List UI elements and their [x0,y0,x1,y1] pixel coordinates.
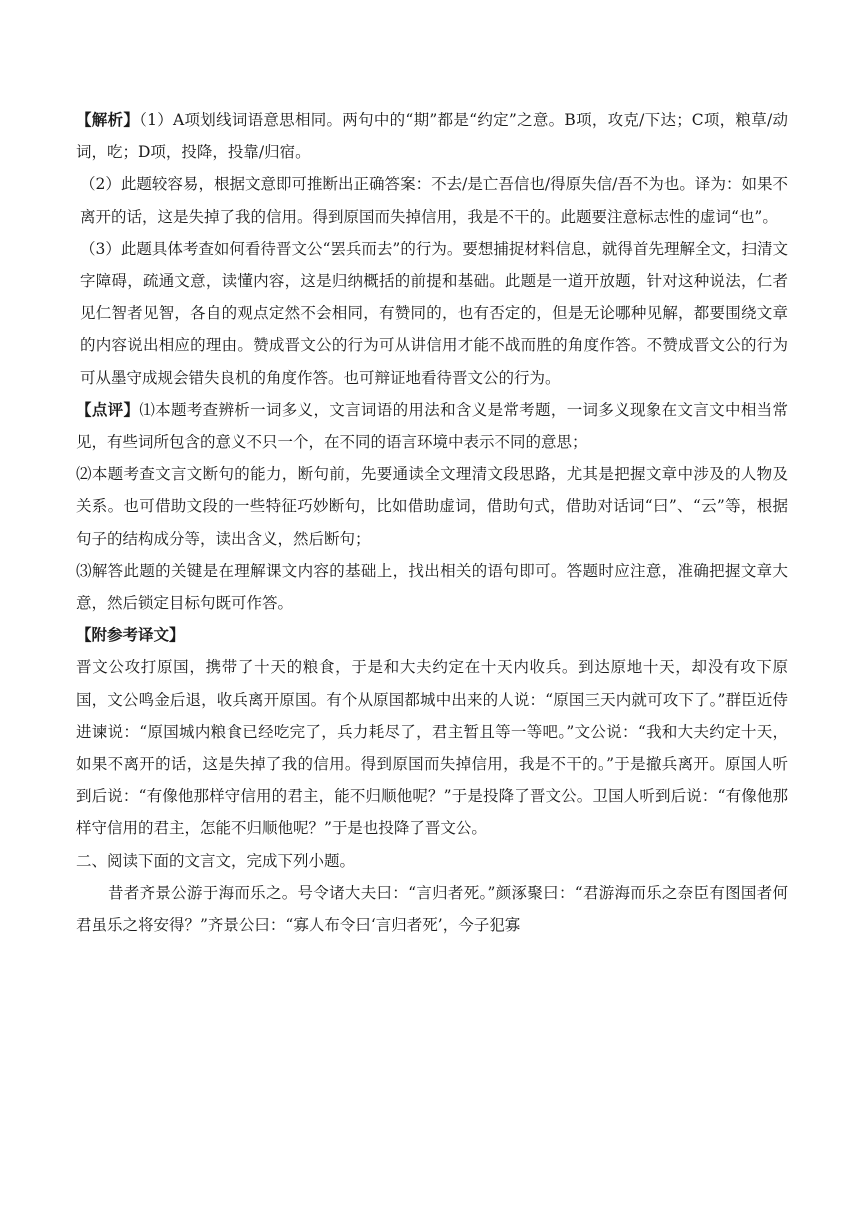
analysis-item-1: （1）A项划线词语意思相同。两句中的“期”都是“约定”之意。B项，攻克/下达；C项，粮草/动词，吃；D项，投降，投靠/归宿。 [76,111,788,162]
comment-item-3: ⑶解答此题的关键是在理解课文内容的基础上，找出相关的语句即可。答题时应注意，准确把握文章大意，然后锁定目标句既可作答。 [76,561,788,613]
comment-item-1: ⑴本题考查辨析一词多义，文言词语的用法和含义是常考题，一词多义现象在文言文中相当常见，有些词所包含的意义不只一个，在不同的语言环境中表示不同的意思； [76,400,788,452]
section-2-heading: 二、阅读下面的文言文，完成下列小题。 [76,851,356,870]
analysis-item-3: （3）此题具体考查如何看待晋文公“罢兵而去”的行为。要想捕捉材料信息，就得首先理解全文，扫清文字障碍，疏通文意，读懂内容，这是归纳概括的前提和基础。此题是一道开放题，针对这种说法，仁者见仁智者见智，各自的观点定然不会相同，有赞同的，也有否定的，但是无论哪种见解，都要围绕文章的内容说出相应的理由。赞成晋文公的行为可从讲信用才能不战而胜的角度作答。不赞成晋文公的行为可从墨守成规会错失良机的角度作答。也可辩证地看待晋文公的行为。 [80,239,788,387]
analysis-item-2: （2）此题较容易，根据文意即可推断出正确答案：不去/是亡吾信也/得原失信/吾不为也。译为：如果不离开的话，这是失掉了我的信用。得到原国而失掉信用，我是不干的。此题要注意标志性的虚词“也”。 [80,175,788,226]
section-2-passage: 昔者齐景公游于海而乐之。号令诸大夫曰：“言归者死。”颜涿聚曰：“君游海而乐之奈臣有图国者何君虽乐之将安得？”齐景公曰：“寡人布令曰‘言归者死’，今子犯寡 [76,883,788,935]
translation-tag: 【附参考译文】 [76,625,185,645]
comment-item-2: ⑵本题考查文言文断句的能力，断句前，先要通读全文理清文段思路，尤其是把握文章中涉及的人物及关系。也可借助文段的一些特征巧妙断句，比如借助虚词，借助句式，借助对话词“曰”、“云”等，根据句子的结构成分等，读出含义，然后断句； [76,465,788,548]
translation-text: 晋文公攻打原国，携带了十天的粮食，于是和大夫约定在十天内收兵。到达原地十天，却没有攻下原国，文公鸣金后退，收兵离开原国。有个从原国都城中出来的人说：“原国三天内就可攻下了。”群臣近侍进谏说：“原国城内粮食已经吃完了，兵力耗尽了，君主暂且等一等吧。”文公说：“我和大夫约定十天，如果不离开的话，这是失掉了我的信用。得到原国而失掉信用，我是不干的。”于是撤兵离开。原国人听到后说：“有像他那样守信用的君主，能不归顺他呢？”于是投降了晋文公。卫国人听到后说：“有像他那样守信用的君主，怎能不归顺他呢？”于是也投降了晋文公。 [76,658,788,838]
document-body [76,104,788,941]
analysis-tag: 【解析】 [76,110,140,129]
analysis-paragraph-1 [76,104,788,168]
comment-tag: 【点评】 [76,399,140,419]
comment-paragraph-1 [76,394,788,458]
